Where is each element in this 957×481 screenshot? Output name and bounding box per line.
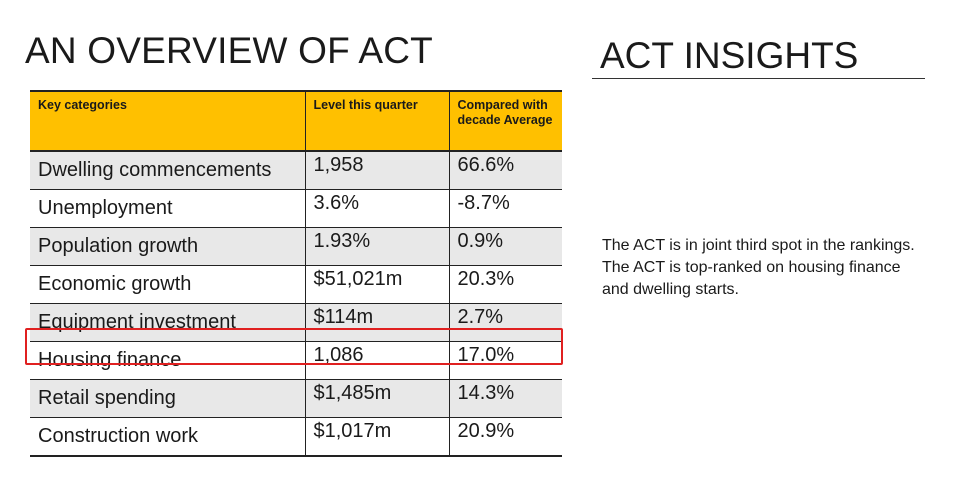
category-cell: Economic growth — [30, 266, 305, 304]
level-cell: 1,086 — [305, 342, 449, 380]
level-cell: $114m — [305, 304, 449, 342]
insights-title: ACT INSIGHTS — [600, 35, 859, 76]
compared-cell: 17.0% — [449, 342, 562, 380]
table-row — [30, 418, 562, 457]
compared-cell: 20.9% — [449, 418, 562, 457]
level-cell: 3.6% — [305, 190, 449, 228]
header-level-this-quarter: Level this quarter — [305, 91, 449, 151]
compared-cell: 0.9% — [449, 228, 562, 266]
category-cell: Construction work — [30, 418, 305, 457]
category-cell: Retail spending — [30, 380, 305, 418]
table-row — [30, 228, 562, 266]
table-row — [30, 151, 562, 190]
insights-divider — [592, 78, 925, 79]
table-row — [30, 304, 562, 342]
table-row — [30, 380, 562, 418]
category-cell: Equipment investment — [30, 304, 305, 342]
level-cell: 1,958 — [305, 151, 449, 190]
table-row — [30, 266, 562, 304]
category-cell: Dwelling commencements — [30, 151, 305, 190]
level-cell: 1.93% — [305, 228, 449, 266]
header-compared-decade-average: Compared with decade Average — [449, 91, 562, 151]
insight-paragraph: The ACT is in joint third spot in the rankings. The ACT is top-ranked on housing finance and dwelling starts. — [602, 237, 915, 298]
table-header-row — [30, 91, 562, 151]
level-cell: $1,485m — [305, 380, 449, 418]
category-cell: Housing finance — [30, 342, 305, 380]
header-key-categories: Key categories — [30, 91, 305, 151]
level-cell: $51,021m — [305, 266, 449, 304]
category-cell: Unemployment — [30, 190, 305, 228]
level-cell: $1,017m — [305, 418, 449, 457]
table-row — [30, 190, 562, 228]
table-row-highlighted — [30, 342, 562, 380]
compared-cell: 66.6% — [449, 151, 562, 190]
compared-cell: 20.3% — [449, 266, 562, 304]
category-cell: Population growth — [30, 228, 305, 266]
overview-table — [30, 90, 562, 457]
compared-cell: 14.3% — [449, 380, 562, 418]
compared-cell: 2.7% — [449, 304, 562, 342]
page-title: AN OVERVIEW OF ACT — [25, 30, 433, 71]
compared-cell: -8.7% — [449, 190, 562, 228]
